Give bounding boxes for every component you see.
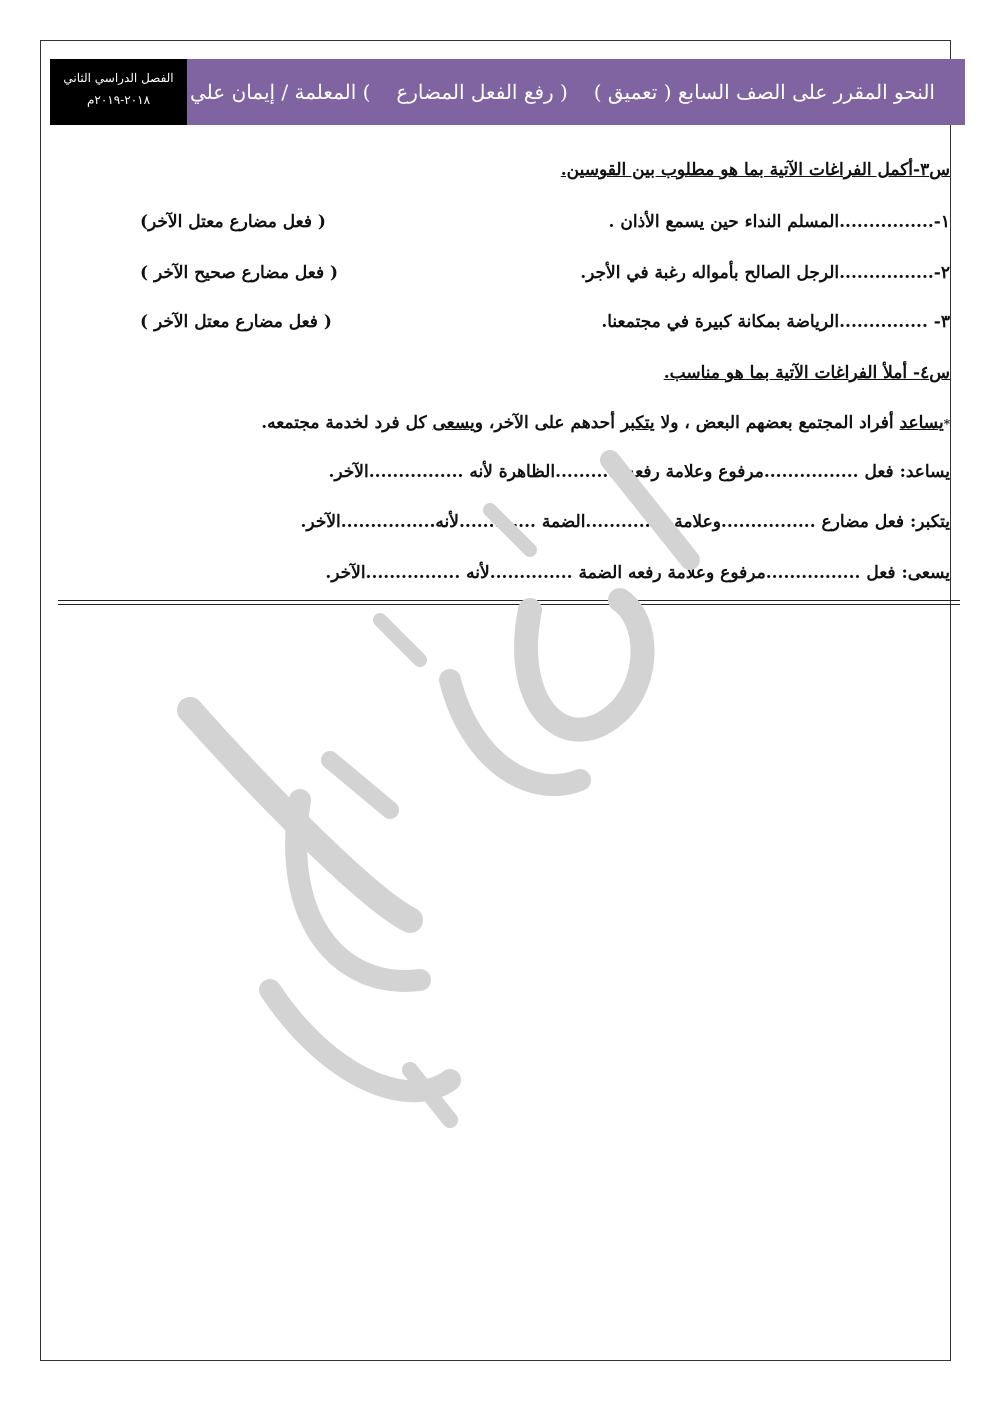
q3-item-1-hint: ( فعل مضارع معتل الآخر) [140, 212, 326, 232]
sentence-part-2: أحدهم على الآخر، و [474, 413, 621, 433]
word-yusaed: يساعد [899, 413, 944, 433]
q3-item-1 [60, 212, 950, 232]
year-label: ٢٠١٨-٢٠١٩م [86, 93, 151, 107]
term-box [50, 59, 187, 125]
q4-title: س٤- أملأ الفراغات الآتية بما هو مناسب. [663, 363, 950, 383]
lesson-topic: ( رفع الفعل المضارع [396, 80, 568, 104]
separator-line-2 [58, 604, 960, 605]
q4-line-3: يسعى: فعل ................مرفوع وعلامة رفعه الضمة ..............لأنه ................الآخر. [325, 563, 950, 583]
q3-item-1-text: ١-................المسلم النداء حين يسمع الأذان . [608, 212, 950, 232]
q3-item-3-text: ٣- ...............الرياضة بمكانة كبيرة في مجتمعنا. [601, 312, 950, 332]
course-title: النحو المقرر على الصف السابع ( تعميق ) [593, 80, 935, 104]
q4-sentence [60, 413, 950, 433]
sentence-star: * [943, 417, 950, 431]
word-yasaa: يسعى [432, 413, 475, 433]
header-title [190, 59, 935, 125]
q3-item-2-hint: ( فعل مضارع صحيح الآخر ) [140, 263, 339, 283]
page-frame [40, 40, 951, 1361]
sentence-part-1: أفراد المجتمع بعضهم البعض ، ولا [654, 413, 900, 433]
q3-item-2-text: ٢-................الرجل الصالح بأمواله رغبة في الأجر. [580, 263, 950, 283]
separator-line [58, 600, 960, 601]
term-label: الفصل الدراسي الثاني [63, 71, 174, 85]
sentence-part-3: كل فرد لخدمة مجتمعه. [261, 413, 433, 433]
q3-item-2 [60, 263, 950, 283]
q3-item-3 [60, 312, 950, 332]
word-yatakabbar: يتكبر [620, 413, 655, 433]
q4-line-1: يساعد: فعل ................مرفوع وعلامة رفعه............الظاهرة لأنه ................الآخر. [328, 462, 950, 482]
q3-item-3-hint: ( فعل مضارع معتل الآخر ) [140, 312, 332, 332]
q3-title: س٣-أكمل الفراغات الآتية بما هو مطلوب بين القوسين. [560, 160, 950, 180]
teacher-name: ) المعلمة / إيمان علي [190, 80, 371, 104]
q4-line-2: يتكبر: فعل مضارع ................وعلامة ..............الضمة .............لأنه................الآخر. [300, 512, 950, 532]
